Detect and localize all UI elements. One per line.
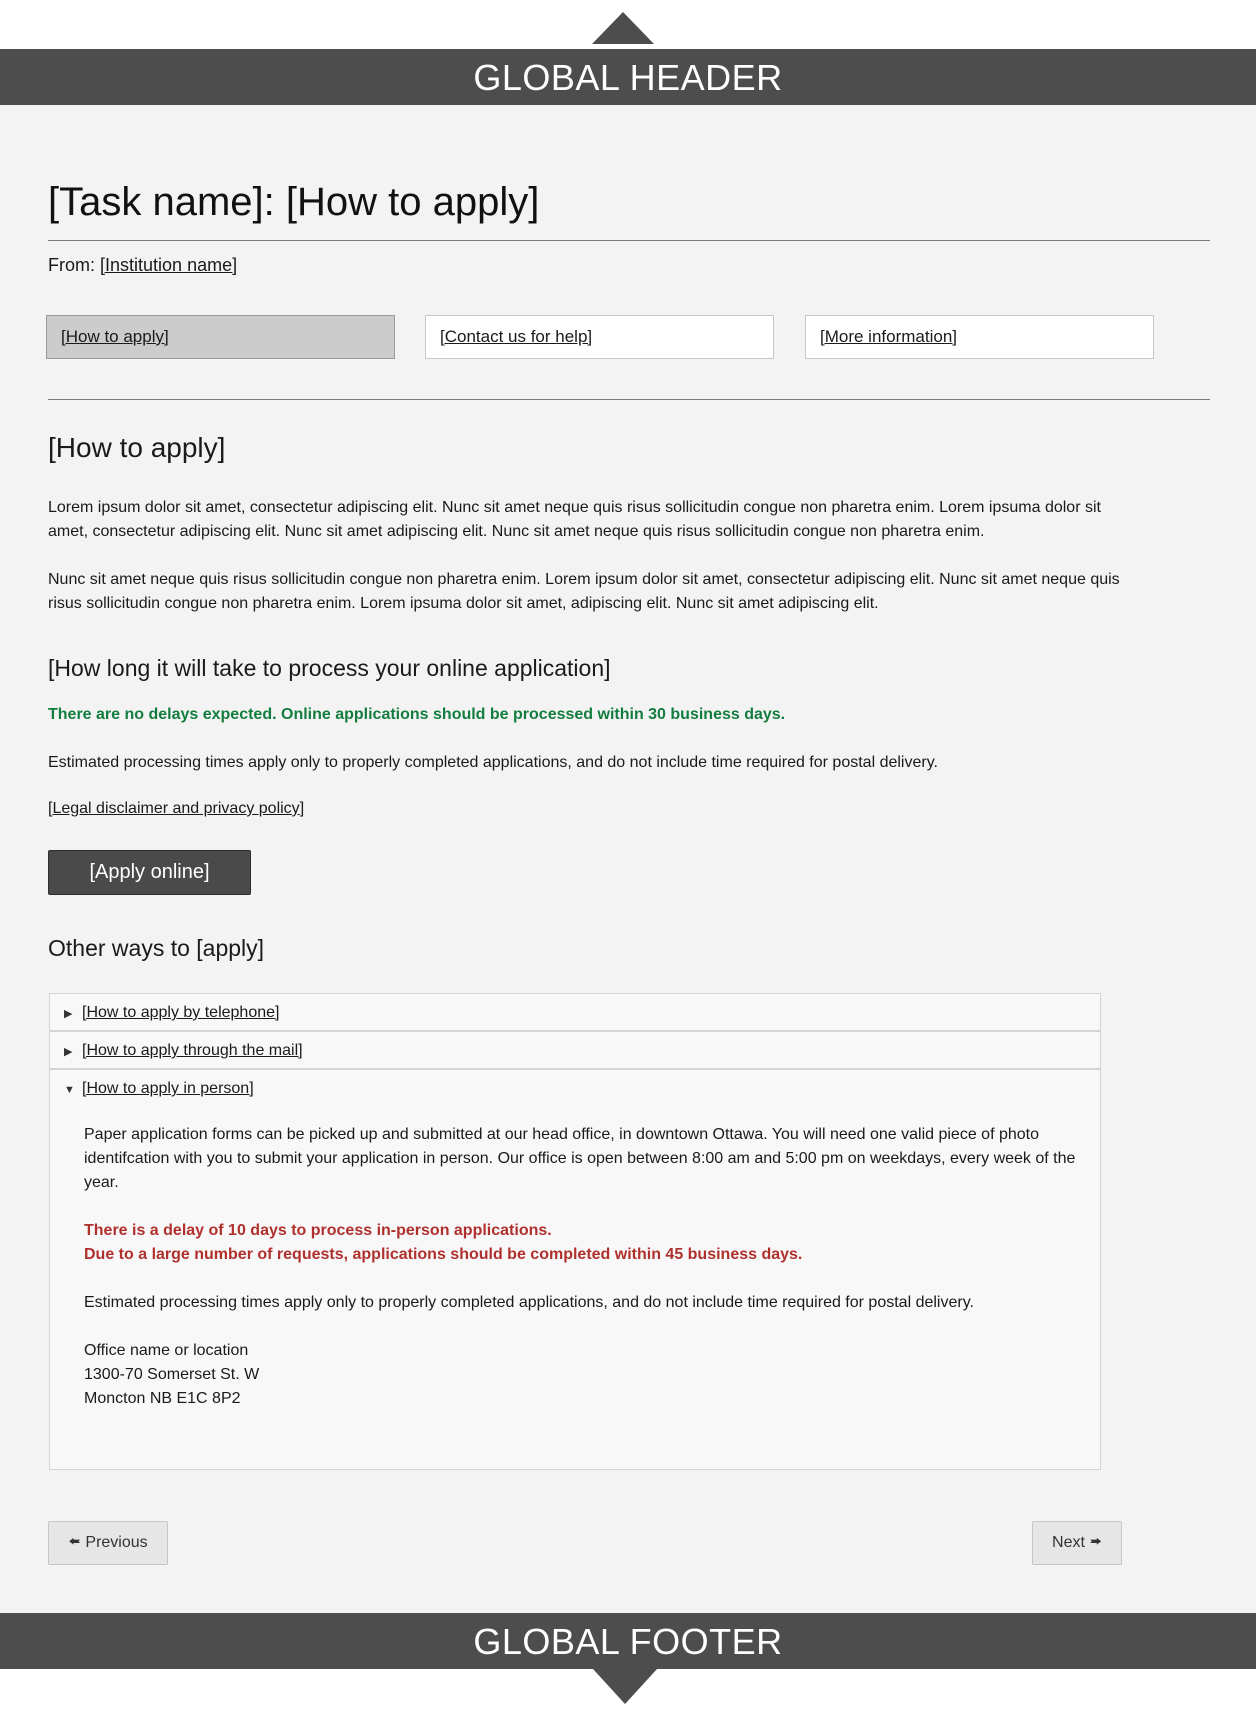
accordion-header[interactable] — [50, 1070, 1100, 1107]
processing-heading: [How long it will take to process your online application] — [48, 655, 611, 681]
tab-how-to-apply[interactable]: [How to apply] — [46, 315, 395, 359]
disclaimer-line — [48, 797, 1128, 821]
from-line — [48, 255, 237, 276]
office-name: Office name or location — [84, 1342, 249, 1359]
section-heading-how-to-apply: [How to apply] — [48, 432, 226, 463]
other-ways-heading: Other ways to [apply] — [48, 935, 265, 961]
arrow-right-icon: 🢚 — [1089, 1534, 1102, 1551]
previous-label: Previous — [85, 1534, 148, 1551]
accordion-item-mail[interactable] — [49, 1031, 1101, 1069]
from-label: From: — [48, 255, 95, 275]
processing-note: Estimated processing times apply only to properly completed applications, and do not include time required for postal delivery. — [48, 754, 938, 771]
in-person-paragraph: Paper application forms can be picked up and submitted at our head office, in downtown Ottawa. You will need one valid piece of photo identifcation with you to submit your application in person. Our office is open between 8:00 am and 5:00 pm on weekdays, every week of the year. — [84, 1126, 1076, 1191]
page-title: [Task name]: [How to apply] — [48, 180, 540, 224]
arrow-left-icon: 🢘 — [68, 1534, 81, 1551]
tabs-divider — [48, 399, 1210, 400]
intro-paragraph-2: Nunc sit amet neque quis risus sollicitudin congue non pharetra enim. Lorem ipsum dolor sit amet, consectetur adipiscing elit. Nunc sit amet neque quis risus sollicitudin congue non pharetra enim. Lorem ipsuma dolor sit amet, adipiscing elit. Nunc sit amet adipiscing elit. — [48, 571, 1120, 612]
next-button[interactable] — [1032, 1521, 1122, 1565]
institution-link[interactable]: [Institution name] — [100, 255, 238, 275]
accordion-link-in-person[interactable]: [How to apply in person] — [82, 1080, 254, 1097]
office-city: Moncton NB E1C 8P2 — [84, 1390, 241, 1407]
accordion-header[interactable] — [50, 994, 1100, 1031]
title-divider — [48, 240, 1210, 241]
processing-status-message: There are no delays expected. Online applications should be processed within 30 business days. — [48, 706, 786, 723]
in-person-delay-line-1: There is a delay of 10 days to process in-person applications. — [84, 1222, 552, 1239]
arrow-down-icon — [593, 1669, 657, 1704]
disclaimer-bracket-close: ] — [299, 800, 305, 817]
previous-button[interactable] — [48, 1521, 168, 1565]
accordion-item-telephone[interactable] — [49, 993, 1101, 1031]
triangle-down-icon: ▼ — [64, 1084, 75, 1096]
triangle-right-icon: ▶ — [64, 1046, 73, 1058]
arrow-up-icon — [592, 12, 654, 44]
accordion-item-in-person — [49, 1069, 1101, 1470]
accordion-link-mail[interactable]: [How to apply through the mail] — [82, 1042, 303, 1059]
intro-paragraph-1: Lorem ipsum dolor sit amet, consectetur adipiscing elit. Nunc sit amet neque quis risus sollicitudin congue non pharetra enim. Lorem ipsuma dolor sit amet, consectetur adipiscing elit. Nunc sit amet adipiscing elit. Nunc sit amet neque quis risus sollicitudin congue non pharetra enim. — [48, 499, 1101, 540]
accordion-link-telephone[interactable]: [How to apply by telephone] — [82, 1004, 280, 1021]
next-label: Next — [1052, 1534, 1085, 1551]
legal-disclaimer-link[interactable]: Legal disclaimer and privacy policy — [52, 800, 300, 817]
tab-contact-us[interactable]: [Contact us for help] — [425, 315, 774, 359]
in-person-delay-line-2: Due to a large number of requests, applications should be completed within 45 business days. — [84, 1246, 803, 1263]
office-street: 1300-70 Somerset St. W — [84, 1366, 260, 1383]
tab-more-information[interactable]: [More information] — [805, 315, 1154, 359]
global-header: GLOBAL HEADER — [0, 49, 1256, 105]
triangle-right-icon: ▶ — [64, 1008, 73, 1020]
global-footer: GLOBAL FOOTER — [0, 1613, 1256, 1669]
accordion-header[interactable] — [50, 1032, 1100, 1069]
in-person-note: Estimated processing times apply only to properly completed applications, and do not include time required for postal delivery. — [84, 1294, 974, 1311]
disclaimer-bracket-open: [ — [48, 800, 53, 817]
apply-online-button[interactable]: [Apply online] — [48, 850, 251, 895]
